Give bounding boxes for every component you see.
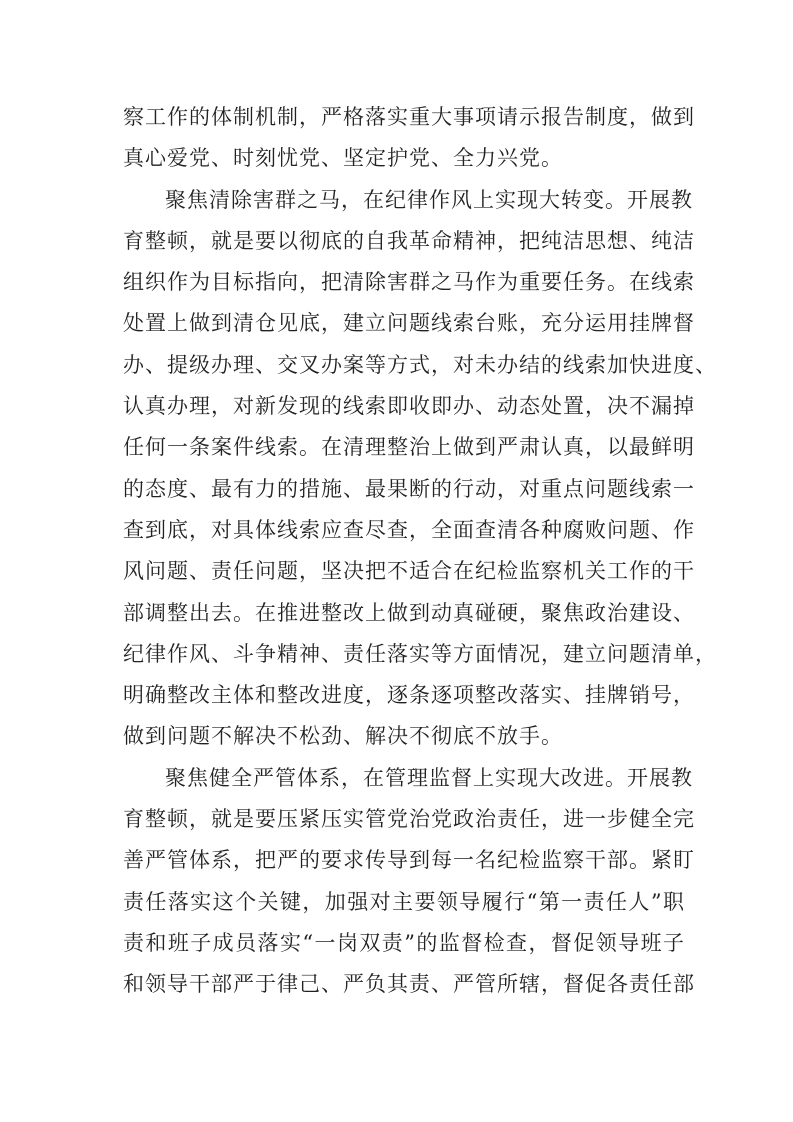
- text-line: 真心爱党、时刻忧党、坚定护党、全力兴党。: [123, 146, 563, 171]
- text-line: 办、提级办理、交叉办案等方式，对未办结的线索加快进度、: [123, 352, 717, 377]
- paragraph: [123, 180, 717, 758]
- text-line: 的态度、最有力的措施、最果断的行动，对重点问题线索一: [123, 476, 695, 501]
- text-line: 纪律作风、斗争精神、责任落实等方面情况，建立问题清单，: [123, 641, 717, 666]
- text-line: 风问题、责任问题，坚决把不适合在纪检监察机关工作的干: [123, 559, 695, 584]
- text-line: 育整顿，就是要以彻底的自我革命精神，把纯洁思想、纯洁: [123, 228, 695, 253]
- text-line: 查到底，对具体线索应查尽查，全面查清各种腐败问题、作: [123, 517, 695, 542]
- text-line: 察工作的体制机制，严格落实重大事项请示报告制度，做到: [123, 105, 695, 129]
- text-line: 聚焦健全严管体系，在管理监督上实现大改进。开展教: [165, 765, 693, 790]
- text-line: 聚焦清除害群之马，在纪律作风上实现大转变。开展教: [165, 187, 693, 212]
- paragraph: [123, 97, 695, 180]
- text-line: 认真办理，对新发现的线索即收即办、动态处置，决不漏掉: [123, 394, 695, 419]
- text-line: 育整顿，就是要压紧压实管党治党政治责任，进一步健全完: [123, 807, 695, 832]
- text-line: 做到问题不解决不松劲、解决不彻底不放手。: [123, 724, 563, 749]
- text-line: 任何一条案件线索。在清理整治上做到严肃认真，以最鲜明: [123, 435, 695, 460]
- paragraph: [123, 758, 695, 1006]
- text-line: 部调整出去。在推进整改上做到动真碰硬，聚焦政治建设、: [123, 600, 695, 625]
- text-line: 责任落实这个关键，加强对主要领导履行“第一责任人”职: [123, 889, 685, 914]
- text-line: 处置上做到清仓见底，建立问题线索台账，充分运用挂牌督: [123, 311, 695, 336]
- text-line: 组织作为目标指向，把清除害群之马作为重要任务。在线索: [123, 270, 695, 295]
- document-page: [123, 97, 717, 1006]
- text-line: 明确整改主体和整改进度，逐条逐项整改落实、挂牌销号，: [123, 683, 695, 708]
- text-line: 责和班子成员落实“一岗双责”的监督检查，督促领导班子: [123, 930, 685, 955]
- text-line: 和领导干部严于律己、严负其责、严管所辖，督促各责任部: [123, 972, 695, 997]
- text-line: 善严管体系，把严的要求传导到每一名纪检监察干部。紧盯: [123, 848, 695, 873]
